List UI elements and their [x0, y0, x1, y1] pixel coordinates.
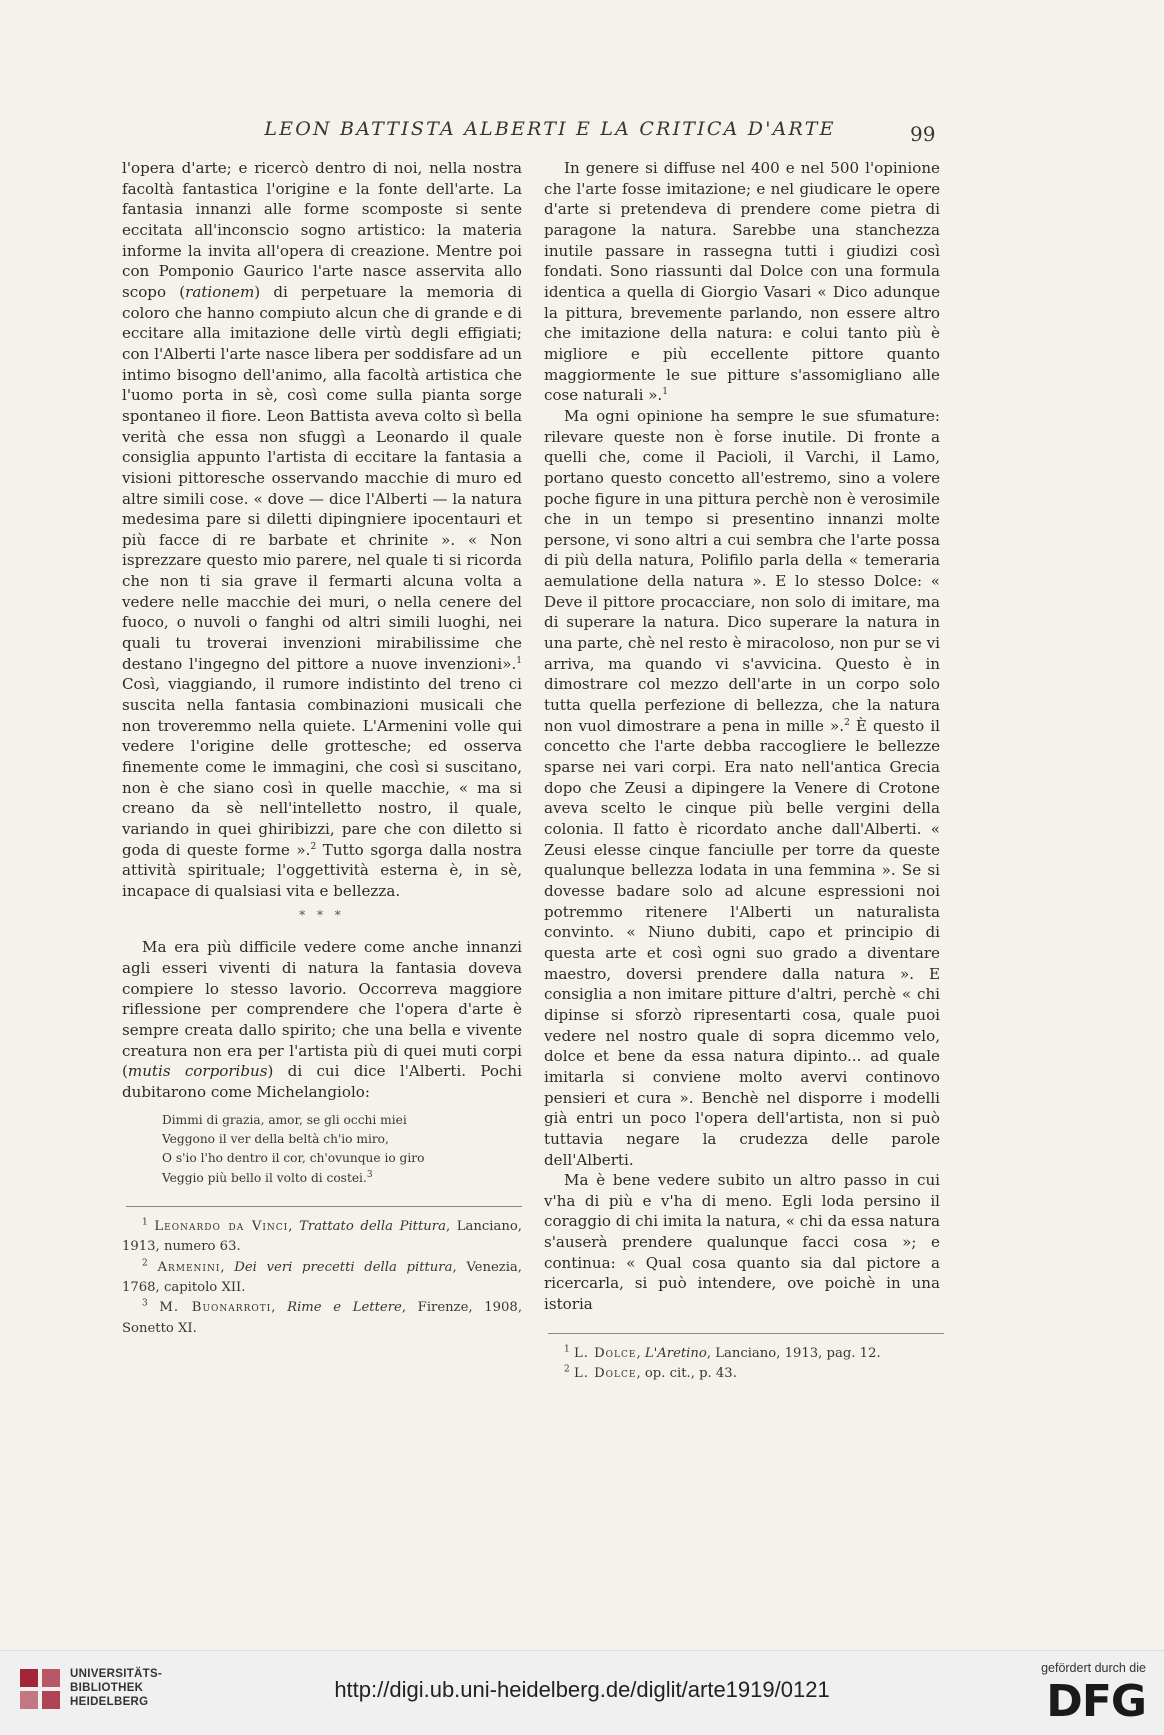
poem-line: Dimmi di grazia, amor, se gli occhi miei [162, 1112, 407, 1127]
university-library-name[interactable]: UNIVERSITÄTS- BIBLIOTHEK HEIDELBERG [70, 1668, 163, 1708]
footnote: $^2$ L. Dolce, op. cit., p. 43. [564, 1364, 737, 1382]
viewer-footer-bar [0, 1650, 1164, 1735]
poem-line: O s'io l'ho dentro il cor, ch'ovunque io giro [162, 1151, 425, 1166]
funded-by-label: gefördert durch die [1041, 1661, 1146, 1675]
footnote-ref[interactable]: 3 [366, 1169, 373, 1180]
footnote: $^1$ L. Dolce, L'Aretino, Lanciano, 1913, pag. 12. [564, 1344, 881, 1361]
footnote: $^3$ M. Buonarroti, Rime e Lettere, Firenze, 1908, Sonetto XI. [122, 1298, 523, 1336]
footnote-ref[interactable]: 1 [516, 655, 522, 666]
right-paragraph-2: Ma ogni opinione ha sempre le sue sfumature: rilevare queste non è forse inutile. Di fronte a quelli che, come il Pacioli, il Varchi, il Lamo, portano questo concetto all'estremo, sino a volere poche figure in una pittura perchè non è verosimile che in un tempo si presentino innanzi molte persone, vi sono altri a cui sembra che l'arte possa di più della natura, Polifilo parla della « temeraria aemulatione della natura ». E lo stesso Dolce: « Deve il pittore procacciare, non solo di imitare, ma di superare la natura. Dico superare la natura in una parte, chè nel resto è miracoloso, non pur se vi arriva, ma quando vi s'avvicina. Questo è in dimostrare col mezzo dell'arte in un corpo solo tutta quella perfezione di bellezza, che la natura non vuol dimostrare a pena in mille ».$^2$ È questo il concetto che l'arte debba raccogliere le bellezze sparse nei vari corpi. Era nato nell'antica Grecia dopo che Zeusi a dipingere la Venere di Crotone aveva scelto le cinque più belle vergini della colonia. Il fatto è ricordato anche dall'Alberti. « Zeusi elesse cinque fanciulle per torre da queste qualunque bellezza lodata in una femmina ». Se si dovesse badare solo ad alcune espressioni noi potremmo ritenere l'Alberti un naturalista convinto. « Niuno dubiti, capo et principio di questa arte et così ogni suo grado a diventare maestro, doversi prendere dalla natura ». E consiglia a non imitare pitture d'altri, perchè « chi dipinse si sforzò ripresentarti cosa, quale puoi vedere nel nostro quale di sopra dicemmo velo, dolce et bene da essa natura dipinto... ad quale imitarla si conviene molto avervi continovo pensieri et cura ». Benchè nel disporre i modelli già entri un poco l'opera dell'artista, non si può tuttavia negare la crudezza delle parole dell'Alberti. [544, 406, 940, 1169]
right-paragraph-3: Ma è bene vedere subito un altro passo in cui v'ha di più e v'ha di meno. Egli loda persino il coraggio di chi imita la natura, « chi da essa natura s'auserà prendere qualunque facci cosa »; e continua: « Qual cosa quanto sia dal pictore a ricercarla, si può intendere, ove poichè in una istoria [544, 1171, 940, 1314]
left-paragraph-2: Ma era più difficile vedere come anche innanzi agli esseri viventi di natura la fantasia doveva compiere lo stesso lavorio. Occorreva maggiore riflessione per comprendere che l'opera d'arte è sempre creata dallo spirito; che una bella e vivente creatura non era per l'artista più di quei muti corpi (mutis corporibus) di cui dice l'Alberti. Pochi dubitarono come Michelangiolo: [122, 938, 522, 1101]
permalink-url[interactable]: http://digi.ub.uni-heidelberg.de/diglit/arte1919/0121 [334, 1677, 830, 1702]
footnote: $^1$ Leonardo da Vinci, Trattato della Pittura, Lanciano, 1913, numero 63. [122, 1217, 522, 1255]
footnote-rule [548, 1333, 944, 1334]
footnote-ref[interactable]: 2 [844, 717, 850, 728]
footnote-ref[interactable]: 1 [662, 387, 668, 398]
right-paragraph-1: In genere si diffuse nel 400 e nel 500 l'opinione che l'arte fosse imitazione; e nel giudicare le opere d'arte si pretendeva di prendere come pietra di paragone la natura. Sarebbe una stanchezza inutile passare in rassegna tutti i giudizi così fondati. Sono riassunti dal Dolce con una formula identica a quella di Giorgio Vasari « Dico adunque la pittura, brevemente parlando, non essere altro che imitazione della natura: e colui tanto più è migliore e più eccellente pittore quanto maggiormente le sue pitture s'assomigliano alle cose naturali ».$^1$ [544, 159, 940, 405]
poem-line: Veggio più bello il volto di costei.$^3$ [162, 1169, 373, 1185]
right-column [544, 158, 940, 1384]
footnote-rule [126, 1206, 522, 1207]
dfg-logo[interactable]: DFG [1046, 1676, 1146, 1727]
poem-line: Veggono il ver della beltà ch'io miro, [162, 1131, 389, 1146]
running-head-title: LEON BATTISTA ALBERTI E LA CRITICA D'ARTE [264, 118, 836, 140]
footnote: $^2$ Armenini, Dei veri precetti della pittura, Venezia, 1768, capitolo XII. [122, 1258, 522, 1296]
page-number: 99 [910, 122, 936, 146]
left-paragraph-1: l'opera d'arte; e ricercò dentro di noi, nella nostra facoltà fantastica l'origine e la fonte dell'arte. La fantasia innanzi alle forme scomposte si sente eccitata all'inconscio sogno artistico: la materia informe la invita all'opera di creazione. Mentre poi con Pomponio Gaurico l'arte nasce asservita allo scopo (rationem) di perpetuare la memoria di coloro che hanno compiuto alcun che di grande e di eccitare alla imitazione delle virtù degli effigiati; con l'Alberti l'arte nasce libera per soddisfare ad un intimo bisogno dell'animo, alla facoltà artistica che l'uomo porta in sè, così come sulla pianta sorge spontaneo il fiore. Leon Battista aveva colto sì bella verità che essa non sfuggì a Leonardo il quale consiglia appunto l'artista di eccitare la fantasia a visioni pittoresche osservando macchie di muro ed altre simili cose. « dove — dice l'Alberti — la natura medesima pare si diletti dipingniere ipocentauri et più facce di re barbate et chrinite ». « Non isprezzare questo mio parere, nel quale ti si ricorda che non ti sia grave il fermarti alcuna volta a vedere nelle macchie dei muri, o nella cenere del fuoco, o nuvoli o fanghi od altri simili luoghi, nei quali tu troverai invenzioni mirabilissime che destano l'ingegno del pittore a nuove invenzioni».$^1$ Così, viaggiando, il rumore indistinto del treno ci suscita nella fantasia combinazioni musicali che non troveremmo nella quiete. L'Armenini volle qui vedere l'origine delle grottesche; ed osserva finemente come le immagini, che così si suscitano, non è che siano così in quelle macchie, « ma si creano da sè nell'intelletto nostro, il quale, variando in quei ghiribizzi, pare che con diletto si goda di queste forme ».$^2$ Tutto sgorga dalla nostra attività spirituale; l'oggettività esterna è, in sè, incapace di qualsiasi vita e bellezza. [122, 159, 522, 900]
left-column [122, 158, 522, 1339]
section-divider-stars: * * * [299, 907, 345, 922]
footnote-ref[interactable]: 2 [310, 841, 317, 852]
quoted-poem [162, 1111, 522, 1189]
